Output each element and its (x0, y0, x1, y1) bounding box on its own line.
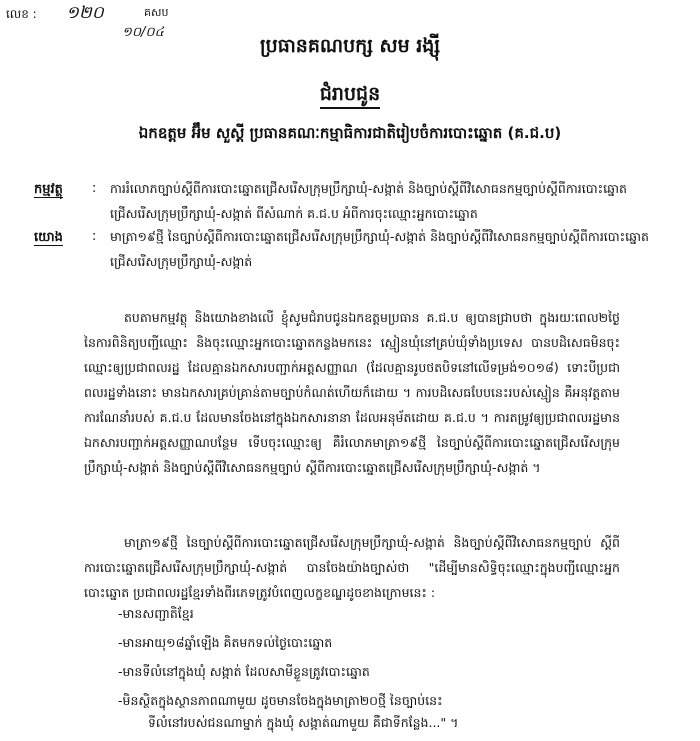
subject-text: ការរំលោភច្បាប់ស្ដីពីការបោះឆ្នោតជ្រើសរើសក្រុមប្រឹក្សាឃុំ-សង្កាត់ និងច្បាប់ស្ដីពីវិសោធនកម្មច្បាប់ស្ដីពីការបោះឆ្នោតជ្រើសរើសក្រុមប្រឹក្សាឃុំ-សង្កាត់ ពីសំណាក់ គ.ជ.ប អំពីការចុះឈ្មោះអ្នកបោះឆ្នោត (110, 181, 627, 221)
quote-continuation: ទីលំនៅរបស់ជនណាម្នាក់ ក្នុងឃុំ សង្កាត់ណាមួយ គឺជាទីកន្លែង..." ។ (148, 715, 459, 730)
subject-colon: : (92, 181, 97, 196)
condition-item: -មានទីលំនៅក្នុងឃុំ សង្កាត់ ដែលសាមីខ្លួនត្រូវបោះឆ្នោត (118, 664, 370, 679)
reference-date: ១០/០៤ (122, 25, 164, 40)
body-paragraph-2: មាត្រា១៩ថ្មី នៃច្បាប់ស្ដីពីការបោះឆ្នោតជ្រើសរើសក្រុមប្រឹក្សាឃុំ-សង្កាត់ និងច្បាប់ស្ដីពីវិសោធនកម្មច្បាប់ ស្ដីពីការបោះឆ្នោតជ្រើសរើសក្រុមប្រឹក្សាឃុំ-សង្កាត់ បានចែងយ៉ាងច្បាស់ថា "ដើម្បីមានសិទ្ធិចុះឈ្មោះក្នុងបញ្ជីឈ្មោះអ្នកបោះឆ្នោត ប្រជាពលរដ្ឋខ្មែរទាំងពីរភេទត្រូវបំពេញលក្ខខណ្ឌដូចខាងក្រោមនេះ : (84, 535, 620, 600)
reference-number: ១២០ (66, 3, 104, 23)
reference-block (6, 3, 169, 40)
reference-label: លេខ : (6, 7, 37, 21)
body-paragraph-1: តបតាមកម្មវត្ថុ និងយោងខាងលើ ខ្ញុំសូមជំរាបជូនឯកឧត្តមប្រធាន គ.ជ.ប ឲ្យបានជ្រាបថា ក្នុងរយៈពេល២ថ្ងៃ នៃការពិនិត្យបញ្ជីឈ្មោះ និងចុះឈ្មោះអ្នកបោះឆ្នោតកន្លងមកនេះ ស្មៀនឃុំនៅគ្រប់ឃុំទាំងប្រទេស បានបដិសេធមិនចុះឈ្មោះឲ្យប្រជាពលរដ្ឋ ដែលគ្មានឯកសារបញ្ជាក់អត្តសញ្ញាណ (ដែលគ្មានរូបថតបិទនៅលើទម្រង់១០១៨) ទោះបីប្រជាពលរដ្ឋទាំងនោះ មានឯកសារគ្រប់គ្រាន់តាមច្បាប់កំណត់ហើយក៏ដោយ ។ ការបដិសេធបែបនេះរបស់ស្មៀន គឺអនុវត្តតាមការណែនាំរបស់ គ.ជ.ប ដែលមានចែងនៅក្នុងឯកសារនានា ដែលអនុម័តដោយ គ.ជ.ប ។ ការតម្រូវឲ្យប្រជាពលរដ្ឋមានឯកសារបញ្ជាក់អត្តសញ្ញាណបន្ថែម ទើបចុះឈ្មោះឲ្យ គឺរំលោភមាត្រា១៩ថ្មី នៃច្បាប់ស្ដីពីការបោះឆ្នោតជ្រើសរើសក្រុមប្រឹក្សាឃុំ-សង្កាត់ និងច្បាប់ស្ដីពីវិសោធនកម្មច្បាប់ ស្ដីពីការបោះឆ្នោតជ្រើសរើសក្រុមប្រឹក្សាឃុំ-សង្កាត់ ។ (84, 310, 620, 475)
reference-law-label: យោង (34, 230, 63, 245)
subject-label: កម្មវត្ថុ (34, 182, 63, 197)
condition-item: -មិនស្ថិតក្នុងស្ថានភាពណាមួយ ដូចមានចែងក្នុងមាត្រា២០ថ្មី នៃច្បាប់នេះ (118, 693, 443, 708)
reference-law-text: មាត្រា១៩ថ្មី នៃច្បាប់ស្ដីពីការបោះឆ្នោតជ្រើសរើសក្រុមប្រឹក្សាឃុំ-សង្កាត់ និងច្បាប់ស្ដីពីវិសោធនកម្មច្បាប់ស្ដីពីការបោះឆ្នោតជ្រើសរើសក្រុមប្រឹក្សាឃុំ-សង្កាត់ (110, 229, 649, 269)
sender-heading: ប្រធានគណបក្ស សម រង្ស៊ី (259, 35, 441, 57)
recipient-heading: ឯកឧត្តម អ៊ឹម សួស្ដី ប្រធានគណៈកម្មាធិការជាតិរៀបចំការបោះឆ្នោត (គ.ជ.ប) (138, 124, 562, 142)
condition-item: -មានសញ្ជាតិខ្មែរ (118, 606, 194, 621)
condition-item: -មានអាយុ១៨ឆ្នាំឡើង គិតមកទល់ថ្ងៃបោះឆ្នោត (118, 635, 333, 650)
to-heading (0, 82, 700, 110)
to-label: ជំរាបជូន (320, 83, 380, 109)
reference-law-colon: : (92, 229, 97, 244)
reference-code: គសប (144, 6, 169, 19)
